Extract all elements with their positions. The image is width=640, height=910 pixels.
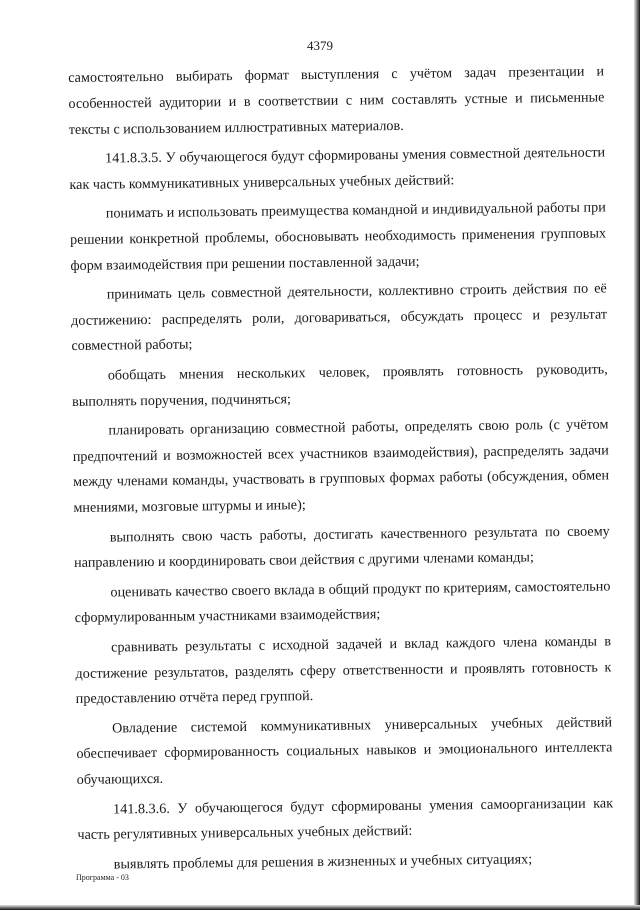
paragraph-8: оценивать качество своего вклада в общий продукт по критериям, самостоятельно сформулированным участниками взаимодействия; bbox=[74, 578, 611, 627]
paragraph-5: обобщать мнения нескольких человек, проявлять готовность руководить, выполнять поручения, подчиняться; bbox=[72, 361, 608, 410]
paragraph-11: 141.8.3.6. У обучающегося будут сформированы умения самоорганизации как часть регулятивных универсальных учебных действий: bbox=[77, 794, 614, 844]
paragraph-1: самостоятельно выбирать формат выступления с учётом задач презентации и особенностей аудитории и в соответствии с ним составлять устные и письменные тексты с использованием иллюстративных материалов. bbox=[68, 63, 605, 138]
document-body bbox=[68, 59, 614, 881]
paragraph-10: Овладение системой коммуникативных универсальных учебных действий обеспечивает сформированность социальных навыков и эмоционального интеллекта обучающихся. bbox=[76, 714, 613, 789]
paragraph-3: понимать и использовать преимущества командной и индивидуальной работы при решении конкретной проблемы, обосновывать необходимость применения групповых форм взаимодействия при решении поставленной задачи; bbox=[70, 199, 607, 274]
paragraph-2: 141.8.3.5. У обучающегося будут сформированы умения совместной деятельности как часть коммуникативных универсальных учебных действий: bbox=[69, 144, 606, 193]
paragraph-12: выявлять проблемы для решения в жизненных и учебных ситуациях; bbox=[113, 850, 533, 873]
scan-edge-right bbox=[634, 0, 640, 910]
page-number: 4379 bbox=[307, 38, 333, 53]
scan-edge-bottom bbox=[0, 905, 640, 910]
paragraph-4: принимать цель совместной деятельности, коллективно строить действия по её достижению: распределять роли, договариваться, обсуждать процесс и результат совместной работы; bbox=[71, 280, 608, 355]
paragraph-6: планировать организацию совместной работы, определять свою роль (с учётом предпочтений и возможностей всех участников взаимодействия), распределять задачи между членами команды, участвовать в групповых формах работы (обсуждения, обмен мнениями, мозговые штурмы и иные); bbox=[72, 416, 610, 517]
footer-label: Программа - 03 bbox=[76, 873, 129, 882]
paragraph-7: выполнять свою часть работы, достигать качественного результата по своему направлению и координировать свои действия с другими членами команды; bbox=[73, 522, 610, 572]
paragraph-9: сравнивать результаты с исходной задачей и вклад каждого члена команды в достижение результатов, разделять сферу ответственности и проявлять готовность к предоставлению отчёта перед группой. bbox=[75, 633, 612, 708]
